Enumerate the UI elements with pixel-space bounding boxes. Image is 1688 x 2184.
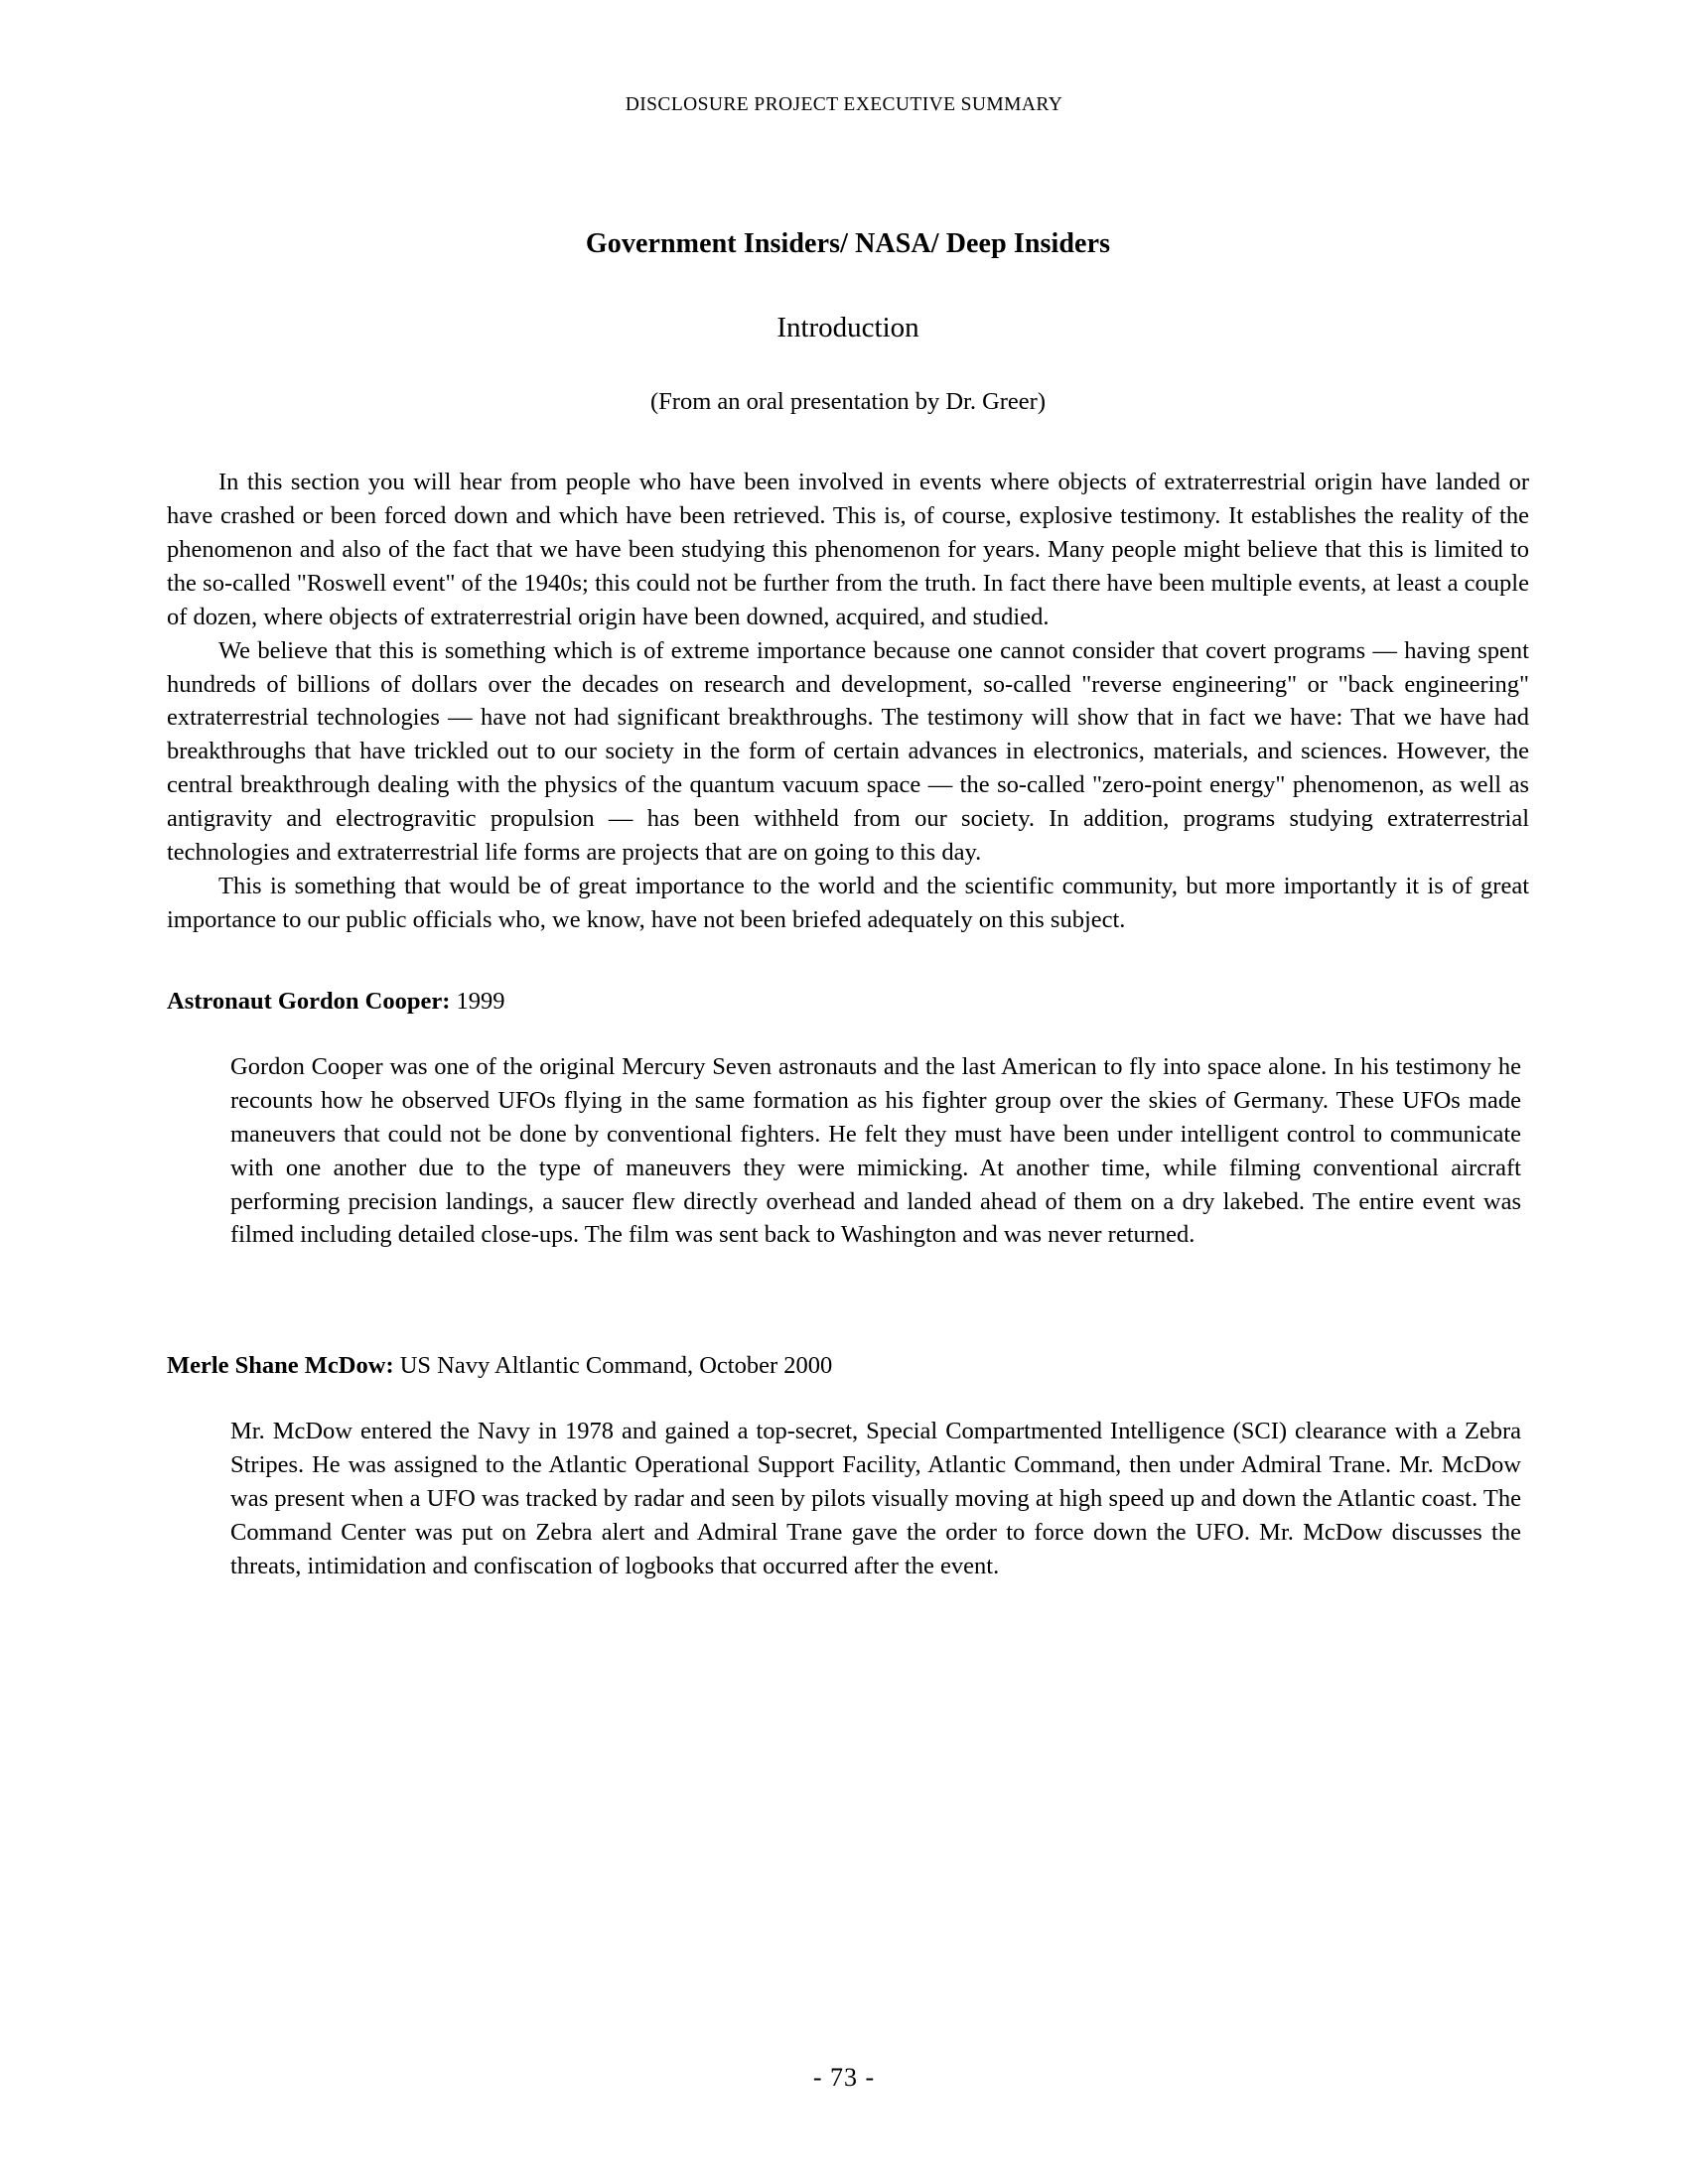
- testimony-body-cooper: Gordon Cooper was one of the original Mercury Seven astronauts and the last American to fly into space alone. In his testimony he recounts how he observed UFOs flying in the same formation as his fighter group over the skies of Germany. These UFOs made maneuvers that could not be done by conventional fighters. He felt they must have been under intelligent control to communicate with one another due to the type of maneuvers they were mimicking. At another time, while filming conventional aircraft performing precision landings, a saucer flew directly overhead and landed ahead of them on a dry lakebed. The entire event was filmed including detailed close-ups. The film was sent back to Washington and was never returned.: [230, 1052, 1521, 1249]
- page-number: - 73 -: [812, 2063, 876, 2092]
- intro-paragraph-3: This is something that would be of great importance to the world and the scientific community, but more importantly it is of great importance to our public officials who, we know, have not been briefed adequately on this subject.: [167, 873, 1529, 933]
- page-title: Government Insiders/ NASA/ Deep Insiders: [585, 228, 1111, 259]
- section-heading: Introduction: [776, 312, 919, 343]
- speaker-detail-cooper: 1999: [450, 987, 505, 1015]
- speaker-name-mcdow: Merle Shane McDow:: [167, 1352, 394, 1380]
- testimony-body-mcdow: Mr. McDow entered the Navy in 1978 and gained a top-secret, Special Compartmented Intelligence (SCI) clearance with a Zebra Stripes. He was assigned to the Atlantic Operational Support Facility, Atlantic Command, then under Admiral Trane. Mr. McDow was present when a UFO was tracked by radar and seen by pilots visually moving at high speed up and down the Atlantic coast. The Command Center was put on Zebra alert and Admiral Trane gave the order to force down the UFO. Mr. McDow discusses the threats, intimidation and confiscation of logbooks that occurred after the event.: [230, 1418, 1521, 1579]
- speaker-name-cooper: Astronaut Gordon Cooper:: [167, 987, 451, 1015]
- testimony-heading-cooper: [167, 985, 1529, 1019]
- intro-paragraph-2: We believe that this is something which is of extreme importance because one cannot consider that covert programs — having spent hundreds of billions of dollars over the decades on research and development, so-called "reverse engineering" or "back engineering" extraterrestrial technologies — have not had significant breakthroughs. The testimony will show that in fact we have: That we have had breakthroughs that have trickled out to our society in the form of certain advances in electronics, materials, and sciences. However, the central breakthrough dealing with the physics of the quantum vacuum space — the so-called "zero-point energy" phenomenon, as well as antigravity and electrogravitic propulsion — has been withheld from our society. In addition, programs studying extraterrestrial technologies and extraterrestrial life forms are projects that are on going to this day.: [167, 636, 1529, 867]
- page-content: [167, 228, 1529, 1583]
- section-byline: (From an oral presentation by Dr. Greer): [650, 388, 1046, 415]
- testimony-heading-mcdow: [167, 1349, 1529, 1383]
- intro-paragraph-1: In this section you will hear from people who have been involved in events where objects of extraterrestrial origin have landed or have crashed or been forced down and which have been retrieved. This is, of course, explosive testimony. It establishes the reality of the phenomenon and also of the fact that we have been studying this phenomenon for years. Many people might believe that this is limited to the so-called "Roswell event" of the 1940s; this could not be further from the truth. In fact there have been multiple events, at least a couple of dozen, where objects of extraterrestrial origin have been downed, acquired, and studied.: [167, 469, 1529, 630]
- running-header: DISCLOSURE PROJECT EXECUTIVE SUMMARY: [625, 94, 1063, 115]
- speaker-detail-mcdow: US Navy Altlantic Command, October 2000: [393, 1352, 833, 1380]
